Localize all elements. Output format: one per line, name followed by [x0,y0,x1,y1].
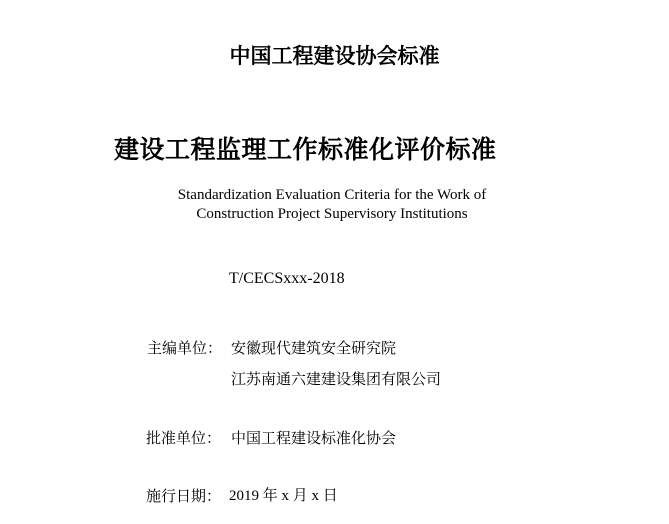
standard-code: T/CECSxxx-2018 [229,270,345,287]
english-title-line-2: Construction Project Supervisory Institutions [196,206,468,222]
english-title-line-1: Standardization Evaluation Criteria for the Work of [177,187,487,203]
approval-label: 批准单位： [146,429,222,447]
implementation-date-value: 2019 年 x 月 x 日 [229,488,338,504]
organization-title: 中国工程建设协会标准 [229,44,440,68]
standard-title: 建设工程监理工作标准化评价标准 [114,135,497,164]
chief-editor-label: 主编单位： [147,339,223,357]
implementation-date-label: 施行日期： [146,487,222,505]
approval-org: 中国工程建设标准化协会 [231,429,397,447]
chief-editor-org-2: 江苏南通六建建设集团有限公司 [231,370,442,388]
chief-editor-org-1: 安徽现代建筑安全研究院 [231,339,397,357]
